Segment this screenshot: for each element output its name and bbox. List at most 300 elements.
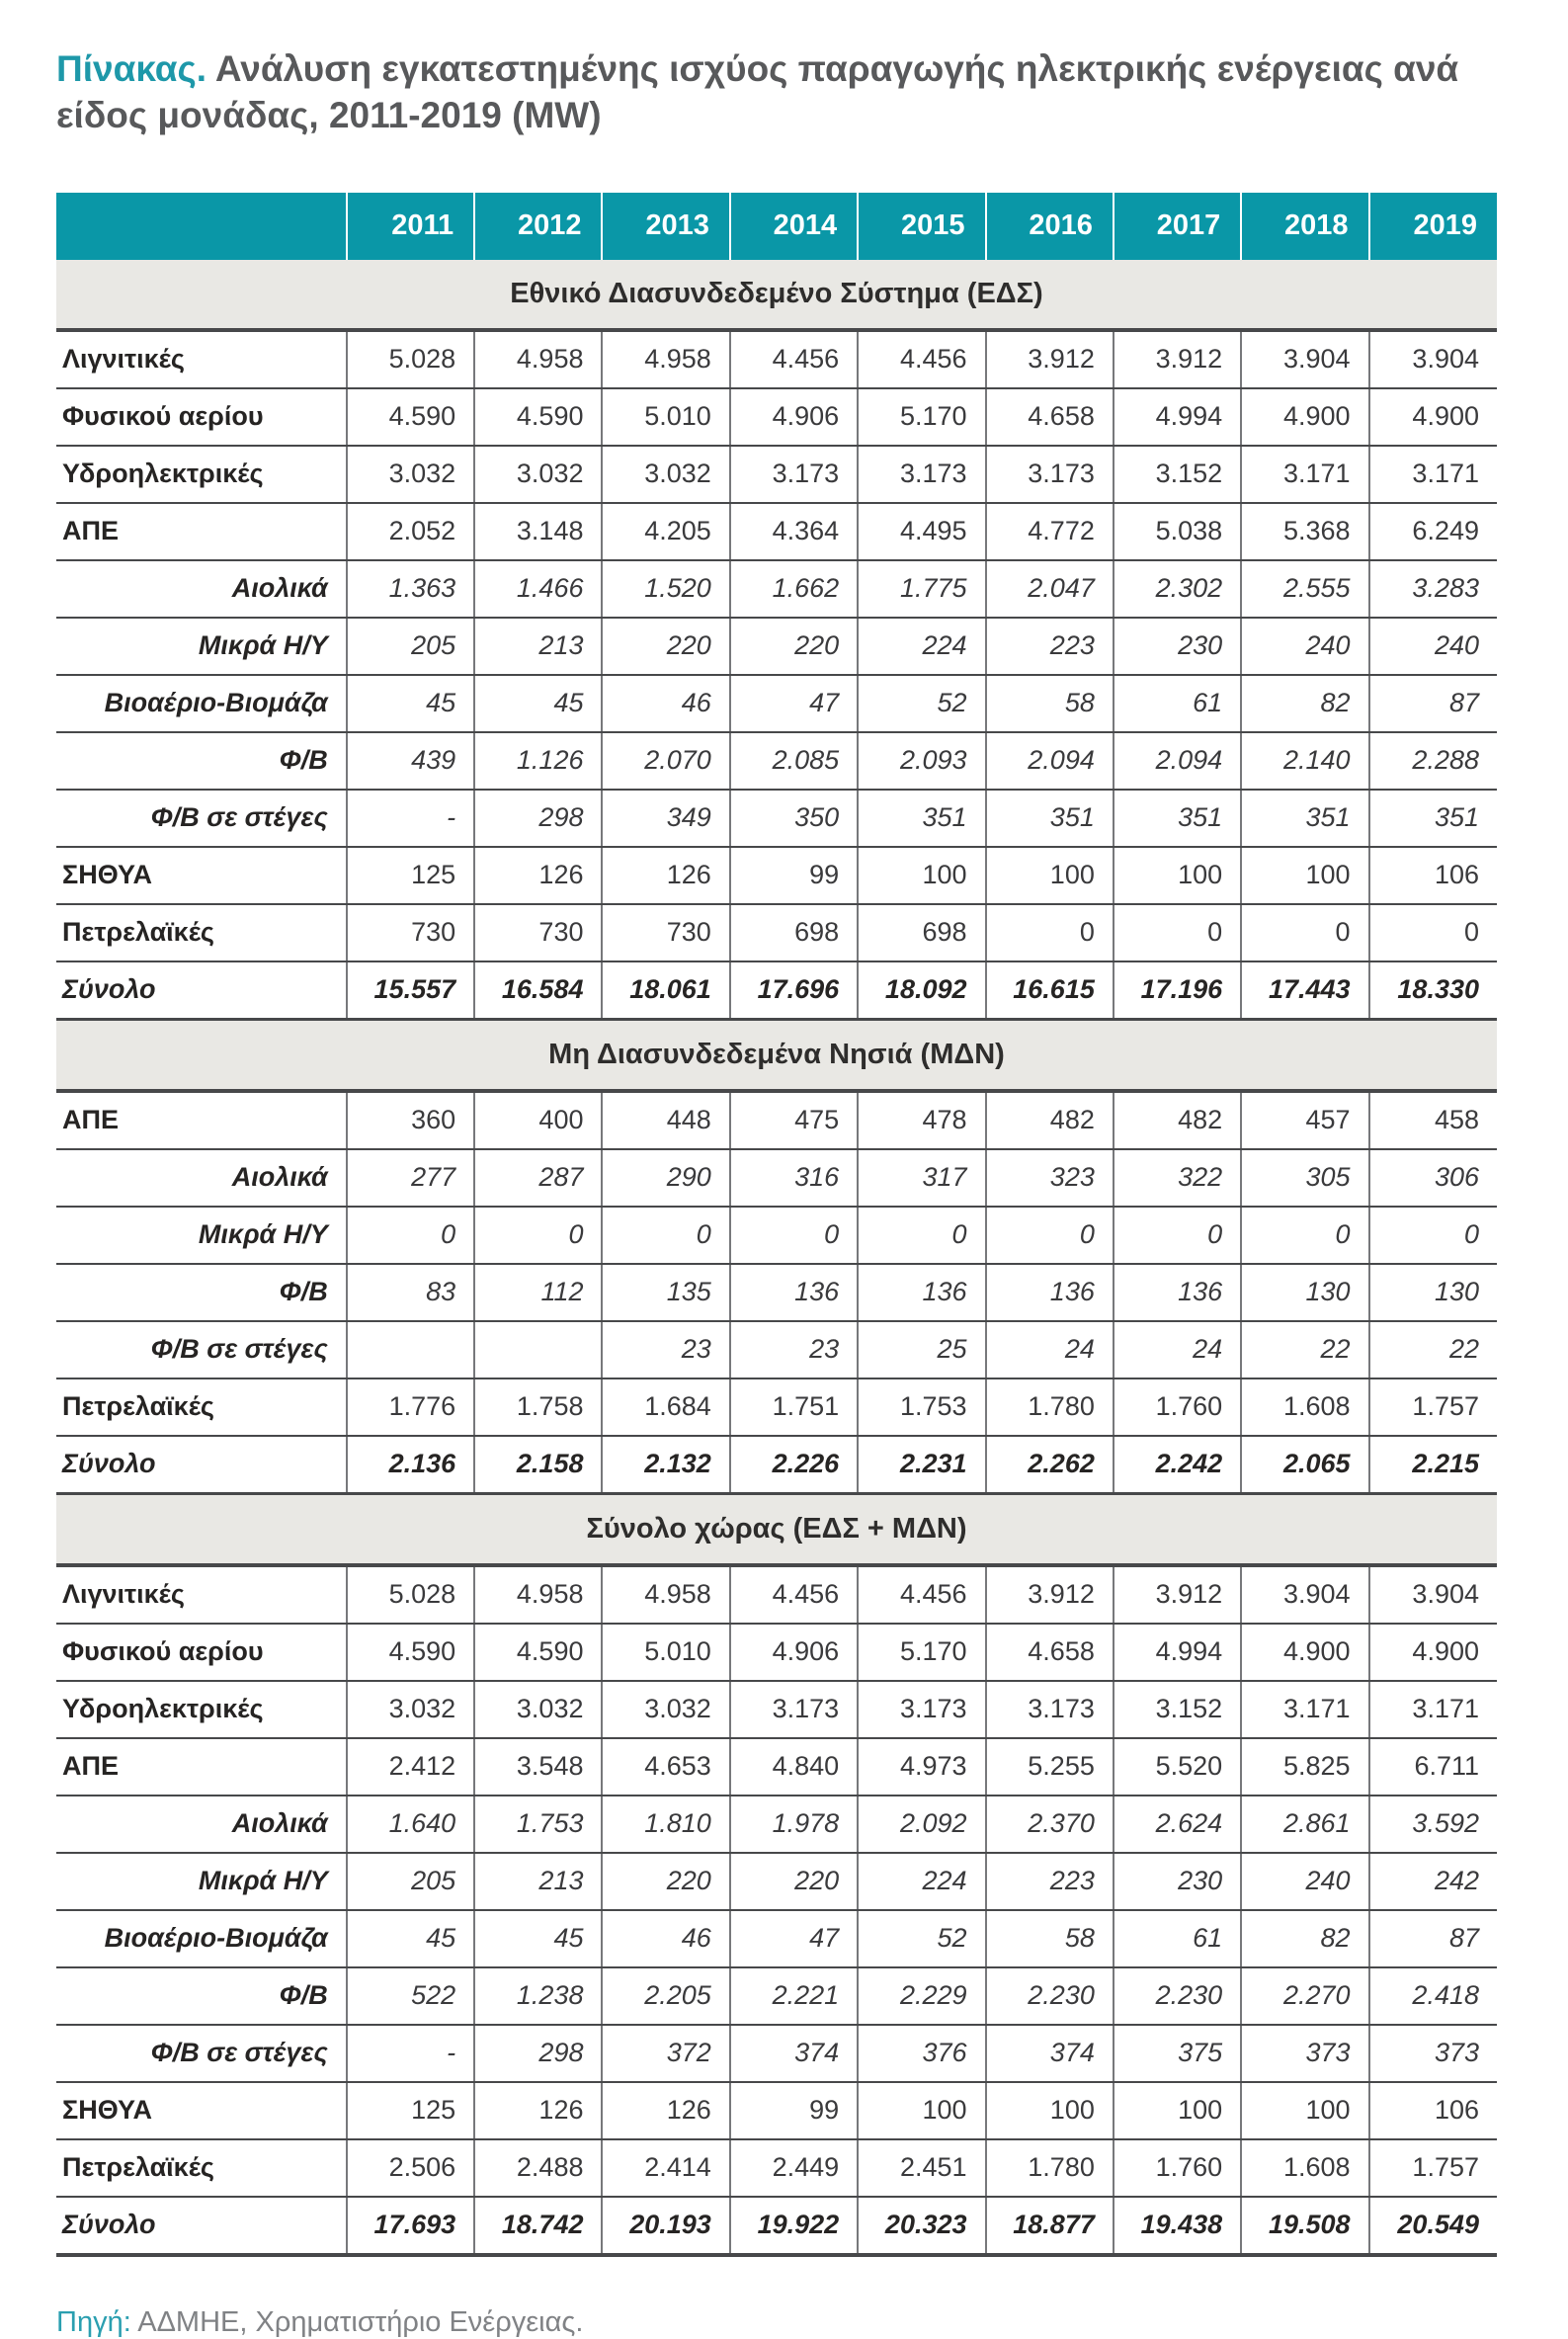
value-cell: 3.148: [474, 503, 602, 560]
value-cell: 4.590: [474, 1624, 602, 1681]
year-header-row: [56, 193, 1497, 260]
value-cell: 46: [602, 1910, 729, 1967]
value-cell: 2.158: [474, 1436, 602, 1494]
value-cell: 20.323: [858, 2197, 985, 2255]
value-cell: 87: [1369, 675, 1497, 732]
value-cell: 17.696: [730, 961, 858, 1020]
value-cell: 4.653: [602, 1738, 729, 1796]
value-cell: 482: [1114, 1091, 1241, 1149]
value-cell: 4.958: [602, 330, 729, 388]
value-cell: 2.093: [858, 732, 985, 790]
value-cell: 22: [1241, 1321, 1368, 1378]
value-cell: 2.230: [986, 1967, 1114, 2025]
value-cell: 372: [602, 2025, 729, 2082]
value-cell: -: [347, 2025, 474, 2082]
table-row: [56, 1207, 1497, 1264]
table-row: [56, 1681, 1497, 1738]
value-cell: 2.302: [1114, 560, 1241, 618]
table-row: [56, 2025, 1497, 2082]
value-cell: 61: [1114, 1910, 1241, 1967]
value-cell: 3.032: [474, 446, 602, 503]
value-cell: 4.900: [1241, 388, 1368, 446]
value-cell: 2.215: [1369, 1436, 1497, 1494]
value-cell: 100: [1114, 2082, 1241, 2139]
value-cell: 2.230: [1114, 1967, 1241, 2025]
value-cell: 3.592: [1369, 1796, 1497, 1853]
value-cell: 3.904: [1241, 330, 1368, 388]
value-cell: 240: [1241, 1853, 1368, 1910]
table-row: [56, 1091, 1497, 1149]
row-label: Πετρελαϊκές: [56, 1378, 347, 1436]
value-cell: 4.456: [730, 1565, 858, 1624]
value-cell: 2.451: [858, 2139, 985, 2197]
table-row: [56, 1910, 1497, 1967]
value-cell: 730: [347, 904, 474, 961]
row-label: Λιγνιτικές: [56, 330, 347, 388]
value-cell: 1.776: [347, 1378, 474, 1436]
table-row: [56, 961, 1497, 1020]
row-label: Σύνολο: [56, 1436, 347, 1494]
value-cell: 100: [986, 847, 1114, 904]
value-cell: 99: [730, 847, 858, 904]
value-cell: 306: [1369, 1149, 1497, 1207]
value-cell: 47: [730, 1910, 858, 1967]
source-note: [56, 2306, 1512, 2339]
value-cell: 5.368: [1241, 503, 1368, 560]
value-cell: 0: [474, 1207, 602, 1264]
year-header: 2014: [730, 193, 858, 260]
value-cell: 16.615: [986, 961, 1114, 1020]
value-cell: 18.330: [1369, 961, 1497, 1020]
value-cell: 106: [1369, 2082, 1497, 2139]
value-cell: 375: [1114, 2025, 1241, 2082]
value-cell: 223: [986, 1853, 1114, 1910]
value-cell: 5.170: [858, 1624, 985, 1681]
value-cell: 482: [986, 1091, 1114, 1149]
table-row: [56, 790, 1497, 847]
section-header-row: [56, 1493, 1497, 1565]
table-row: [56, 618, 1497, 675]
value-cell: 3.912: [1114, 330, 1241, 388]
value-cell: 224: [858, 1853, 985, 1910]
value-cell: 1.753: [474, 1796, 602, 1853]
table-row: [56, 1149, 1497, 1207]
value-cell: 3.904: [1369, 330, 1497, 388]
value-cell: 3.912: [986, 1565, 1114, 1624]
value-cell: 1.608: [1241, 2139, 1368, 2197]
row-label: Φ/Β σε στέγες: [56, 1321, 347, 1378]
value-cell: 220: [730, 1853, 858, 1910]
value-cell: 2.047: [986, 560, 1114, 618]
value-cell: 223: [986, 618, 1114, 675]
value-cell: 4.456: [730, 330, 858, 388]
value-cell: 130: [1369, 1264, 1497, 1321]
value-cell: 17.443: [1241, 961, 1368, 1020]
section-header-row: [56, 260, 1497, 330]
value-cell: 0: [1114, 1207, 1241, 1264]
value-cell: 136: [730, 1264, 858, 1321]
year-header: 2015: [858, 193, 985, 260]
value-cell: 3.032: [347, 1681, 474, 1738]
value-cell: 1.757: [1369, 1378, 1497, 1436]
value-cell: 3.912: [1114, 1565, 1241, 1624]
table-row: [56, 1967, 1497, 2025]
value-cell: 1.753: [858, 1378, 985, 1436]
table-row: [56, 388, 1497, 446]
value-cell: 2.555: [1241, 560, 1368, 618]
value-cell: 205: [347, 618, 474, 675]
table-row: [56, 1264, 1497, 1321]
corner-cell: [56, 193, 347, 260]
row-label: Μικρά Η/Υ: [56, 618, 347, 675]
value-cell: 2.065: [1241, 1436, 1368, 1494]
value-cell: 18.877: [986, 2197, 1114, 2255]
value-cell: 4.495: [858, 503, 985, 560]
value-cell: 351: [1369, 790, 1497, 847]
value-cell: 58: [986, 1910, 1114, 1967]
value-cell: 5.170: [858, 388, 985, 446]
value-cell: 4.590: [347, 388, 474, 446]
value-cell: 2.242: [1114, 1436, 1241, 1494]
value-cell: 2.085: [730, 732, 858, 790]
value-cell: 323: [986, 1149, 1114, 1207]
value-cell: 2.861: [1241, 1796, 1368, 1853]
table-row: [56, 560, 1497, 618]
value-cell: 3.283: [1369, 560, 1497, 618]
table-row: [56, 2197, 1497, 2255]
value-cell: 82: [1241, 1910, 1368, 1967]
value-cell: 522: [347, 1967, 474, 2025]
value-cell: 374: [986, 2025, 1114, 2082]
value-cell: 350: [730, 790, 858, 847]
value-cell: 0: [1369, 1207, 1497, 1264]
value-cell: 0: [986, 1207, 1114, 1264]
value-cell: 360: [347, 1091, 474, 1149]
value-cell: 1.760: [1114, 2139, 1241, 2197]
value-cell: 1.780: [986, 1378, 1114, 1436]
value-cell: 2.070: [602, 732, 729, 790]
value-cell: 457: [1241, 1091, 1368, 1149]
value-cell: 87: [1369, 1910, 1497, 1967]
value-cell: 4.906: [730, 388, 858, 446]
value-cell: 0: [730, 1207, 858, 1264]
value-cell: 448: [602, 1091, 729, 1149]
table-row: [56, 1565, 1497, 1624]
value-cell: 126: [602, 847, 729, 904]
value-cell: 18.061: [602, 961, 729, 1020]
value-cell: 5.038: [1114, 503, 1241, 560]
value-cell: 24: [986, 1321, 1114, 1378]
row-label: Σύνολο: [56, 961, 347, 1020]
table-row: [56, 847, 1497, 904]
row-label: Μικρά Η/Υ: [56, 1853, 347, 1910]
value-cell: 458: [1369, 1091, 1497, 1149]
value-cell: 2.506: [347, 2139, 474, 2197]
table-row: [56, 1321, 1497, 1378]
value-cell: 2.414: [602, 2139, 729, 2197]
value-cell: 100: [1114, 847, 1241, 904]
value-cell: 3.032: [347, 446, 474, 503]
value-cell: 0: [347, 1207, 474, 1264]
value-cell: 305: [1241, 1149, 1368, 1207]
value-cell: 478: [858, 1091, 985, 1149]
value-cell: 126: [474, 847, 602, 904]
table-row: [56, 330, 1497, 388]
value-cell: 3.032: [602, 446, 729, 503]
value-cell: 17.196: [1114, 961, 1241, 1020]
value-cell: 2.262: [986, 1436, 1114, 1494]
value-cell: 5.255: [986, 1738, 1114, 1796]
value-cell: 698: [858, 904, 985, 961]
table-row: [56, 1738, 1497, 1796]
value-cell: 2.231: [858, 1436, 985, 1494]
value-cell: 25: [858, 1321, 985, 1378]
value-cell: 99: [730, 2082, 858, 2139]
table-row: [56, 2139, 1497, 2197]
value-cell: 52: [858, 675, 985, 732]
value-cell: 136: [1114, 1264, 1241, 1321]
table-row: [56, 1378, 1497, 1436]
section-header: Μη Διασυνδεδεμένα Νησιά (ΜΔΝ): [56, 1019, 1497, 1091]
value-cell: 46: [602, 675, 729, 732]
value-cell: 3.152: [1114, 446, 1241, 503]
value-cell: 4.958: [602, 1565, 729, 1624]
year-header: 2016: [986, 193, 1114, 260]
value-cell: 4.658: [986, 388, 1114, 446]
value-cell: 3.173: [730, 446, 858, 503]
value-cell: 3.032: [474, 1681, 602, 1738]
year-header: 2012: [474, 193, 602, 260]
value-cell: 205: [347, 1853, 474, 1910]
value-cell: 2.226: [730, 1436, 858, 1494]
value-cell: 112: [474, 1264, 602, 1321]
value-cell: 2.624: [1114, 1796, 1241, 1853]
value-cell: 224: [858, 618, 985, 675]
value-cell: 61: [1114, 675, 1241, 732]
value-cell: 19.922: [730, 2197, 858, 2255]
value-cell: 220: [602, 1853, 729, 1910]
value-cell: 136: [858, 1264, 985, 1321]
value-cell: 3.171: [1369, 1681, 1497, 1738]
value-cell: 1.758: [474, 1378, 602, 1436]
value-cell: 52: [858, 1910, 985, 1967]
value-cell: 1.640: [347, 1796, 474, 1853]
row-label: Υδροηλεκτρικές: [56, 1681, 347, 1738]
value-cell: 4.973: [858, 1738, 985, 1796]
row-label: Πετρελαϊκές: [56, 904, 347, 961]
value-cell: 3.904: [1369, 1565, 1497, 1624]
table-head: [56, 193, 1497, 260]
source-text: ΑΔΜΗΕ, Χρηματιστήριο Ενέργειας.: [130, 2305, 584, 2338]
value-cell: 22: [1369, 1321, 1497, 1378]
year-header: 2011: [347, 193, 474, 260]
value-cell: 400: [474, 1091, 602, 1149]
value-cell: 3.171: [1241, 1681, 1368, 1738]
value-cell: 5.028: [347, 330, 474, 388]
value-cell: 136: [986, 1264, 1114, 1321]
table-title: [56, 45, 1504, 139]
value-cell: -: [347, 790, 474, 847]
table-row: [56, 2082, 1497, 2139]
value-cell: 45: [474, 675, 602, 732]
value-cell: 698: [730, 904, 858, 961]
value-cell: 2.205: [602, 1967, 729, 2025]
row-label: Λιγνιτικές: [56, 1565, 347, 1624]
value-cell: 45: [347, 675, 474, 732]
value-cell: 15.557: [347, 961, 474, 1020]
value-cell: 1.608: [1241, 1378, 1368, 1436]
row-label: ΑΠΕ: [56, 1091, 347, 1149]
value-cell: 351: [858, 790, 985, 847]
value-cell: 730: [474, 904, 602, 961]
value-cell: 3.152: [1114, 1681, 1241, 1738]
value-cell: 0: [858, 1207, 985, 1264]
value-cell: 125: [347, 2082, 474, 2139]
value-cell: 5.010: [602, 388, 729, 446]
value-cell: 5.028: [347, 1565, 474, 1624]
value-cell: 3.548: [474, 1738, 602, 1796]
table-row: [56, 1796, 1497, 1853]
value-cell: 2.412: [347, 1738, 474, 1796]
value-cell: 106: [1369, 847, 1497, 904]
value-cell: 3.171: [1241, 446, 1368, 503]
value-cell: 3.912: [986, 330, 1114, 388]
value-cell: 18.742: [474, 2197, 602, 2255]
value-cell: 1.751: [730, 1378, 858, 1436]
value-cell: 4.840: [730, 1738, 858, 1796]
value-cell: 4.590: [347, 1624, 474, 1681]
row-label: Φυσικού αερίου: [56, 388, 347, 446]
value-cell: 2.094: [986, 732, 1114, 790]
table-row: [56, 675, 1497, 732]
value-cell: 4.772: [986, 503, 1114, 560]
value-cell: 351: [1114, 790, 1241, 847]
capacity-table: [56, 193, 1497, 2257]
row-label: Υδροηλεκτρικές: [56, 446, 347, 503]
value-cell: 351: [1241, 790, 1368, 847]
value-cell: 349: [602, 790, 729, 847]
value-cell: 125: [347, 847, 474, 904]
value-cell: 126: [602, 2082, 729, 2139]
value-cell: 298: [474, 2025, 602, 2082]
row-label: ΑΠΕ: [56, 1738, 347, 1796]
value-cell: 0: [602, 1207, 729, 1264]
value-cell: 5.520: [1114, 1738, 1241, 1796]
value-cell: 5.825: [1241, 1738, 1368, 1796]
value-cell: 3.173: [986, 1681, 1114, 1738]
value-cell: 130: [1241, 1264, 1368, 1321]
value-cell: 19.508: [1241, 2197, 1368, 2255]
value-cell: 4.456: [858, 1565, 985, 1624]
value-cell: [347, 1321, 474, 1378]
value-cell: 2.052: [347, 503, 474, 560]
table-row: [56, 446, 1497, 503]
value-cell: 6.249: [1369, 503, 1497, 560]
value-cell: 1.760: [1114, 1378, 1241, 1436]
row-label: ΑΠΕ: [56, 503, 347, 560]
year-header: 2017: [1114, 193, 1241, 260]
value-cell: 3.171: [1369, 446, 1497, 503]
row-label: Βιοαέριο-Βιομάζα: [56, 675, 347, 732]
section-header: Σύνολο χώρας (ΕΔΣ + ΜΔΝ): [56, 1493, 1497, 1565]
row-label: Φ/Β σε στέγες: [56, 790, 347, 847]
value-cell: 6.711: [1369, 1738, 1497, 1796]
value-cell: 220: [730, 618, 858, 675]
value-cell: 126: [474, 2082, 602, 2139]
value-cell: 2.288: [1369, 732, 1497, 790]
value-cell: 4.994: [1114, 1624, 1241, 1681]
value-cell: 213: [474, 618, 602, 675]
value-cell: 3.032: [602, 1681, 729, 1738]
value-cell: 47: [730, 675, 858, 732]
value-cell: 1.780: [986, 2139, 1114, 2197]
value-cell: 0: [1369, 904, 1497, 961]
row-label: ΣΗΘΥΑ: [56, 2082, 347, 2139]
value-cell: 230: [1114, 618, 1241, 675]
value-cell: 4.958: [474, 330, 602, 388]
value-cell: 100: [986, 2082, 1114, 2139]
row-label: Φ/Β σε στέγες: [56, 2025, 347, 2082]
value-cell: 0: [986, 904, 1114, 961]
table-body: [56, 260, 1497, 2255]
row-label: Φ/Β: [56, 1967, 347, 2025]
value-cell: 242: [1369, 1853, 1497, 1910]
value-cell: 17.693: [347, 2197, 474, 2255]
value-cell: 1.978: [730, 1796, 858, 1853]
value-cell: 58: [986, 675, 1114, 732]
value-cell: 5.010: [602, 1624, 729, 1681]
row-label: Αιολικά: [56, 560, 347, 618]
value-cell: 475: [730, 1091, 858, 1149]
value-cell: 290: [602, 1149, 729, 1207]
value-cell: 230: [1114, 1853, 1241, 1910]
value-cell: 2.418: [1369, 1967, 1497, 2025]
source-label: Πηγή:: [56, 2305, 131, 2338]
value-cell: 1.810: [602, 1796, 729, 1853]
value-cell: 45: [347, 1910, 474, 1967]
value-cell: 0: [1114, 904, 1241, 961]
row-label: Βιοαέριο-Βιομάζα: [56, 1910, 347, 1967]
value-cell: 23: [602, 1321, 729, 1378]
value-cell: 19.438: [1114, 2197, 1241, 2255]
value-cell: 0: [1241, 904, 1368, 961]
value-cell: 4.205: [602, 503, 729, 560]
value-cell: 213: [474, 1853, 602, 1910]
value-cell: 1.662: [730, 560, 858, 618]
row-label: Φ/Β: [56, 1264, 347, 1321]
value-cell: 4.900: [1369, 1624, 1497, 1681]
value-cell: 373: [1369, 2025, 1497, 2082]
value-cell: 4.364: [730, 503, 858, 560]
table-title-prefix: Πίνακας.: [56, 48, 206, 89]
value-cell: 240: [1241, 618, 1368, 675]
value-cell: 374: [730, 2025, 858, 2082]
row-label: Αιολικά: [56, 1149, 347, 1207]
value-cell: 4.958: [474, 1565, 602, 1624]
value-cell: 3.173: [730, 1681, 858, 1738]
value-cell: 18.092: [858, 961, 985, 1020]
value-cell: 4.590: [474, 388, 602, 446]
value-cell: 316: [730, 1149, 858, 1207]
row-label: Μικρά Η/Υ: [56, 1207, 347, 1264]
value-cell: 3.173: [858, 1681, 985, 1738]
value-cell: 4.906: [730, 1624, 858, 1681]
value-cell: 1.684: [602, 1378, 729, 1436]
row-label: Αιολικά: [56, 1796, 347, 1853]
value-cell: 2.092: [858, 1796, 985, 1853]
value-cell: 220: [602, 618, 729, 675]
value-cell: 439: [347, 732, 474, 790]
